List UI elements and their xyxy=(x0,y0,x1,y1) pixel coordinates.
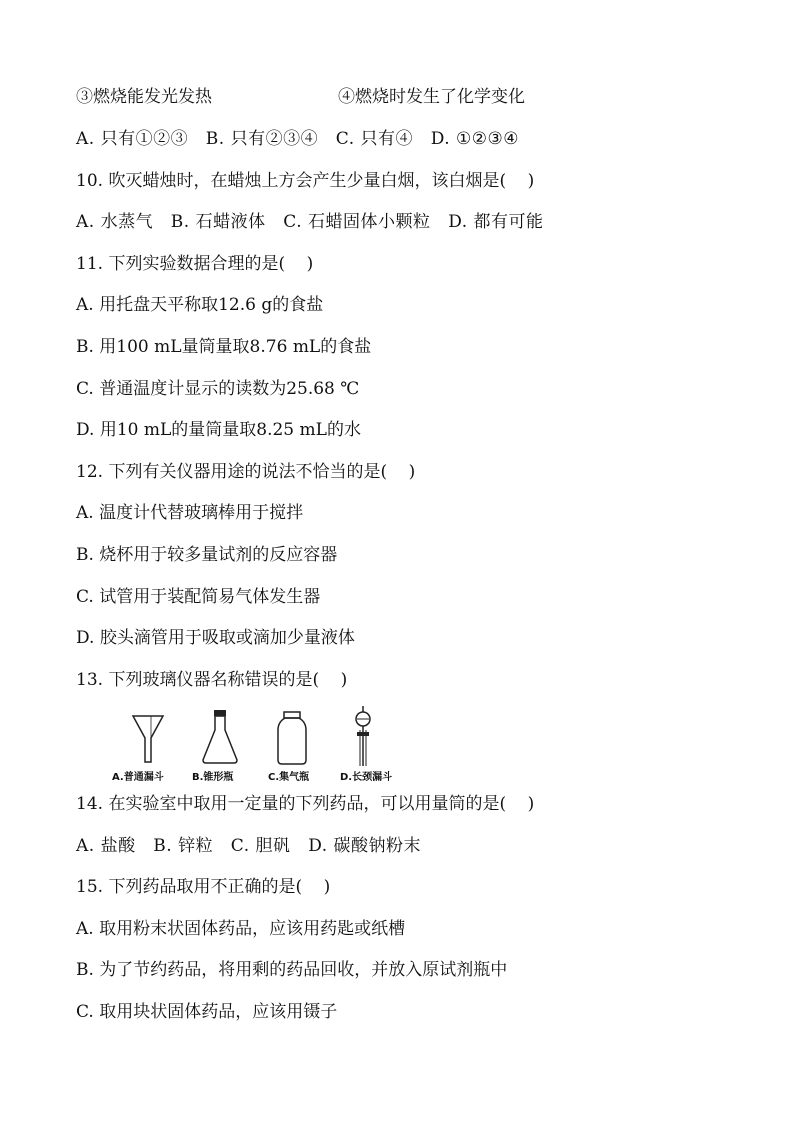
conical-flask-icon xyxy=(200,708,240,766)
q9-options: A. 只有①②③ B. 只有②③④ C. 只有④ D. ①②③④ xyxy=(76,129,520,149)
gas-jar-icon xyxy=(274,710,310,766)
glassware-figure xyxy=(112,706,432,786)
figure-label-d: D.长颈漏斗 xyxy=(340,772,393,783)
q12-option-b: B. 烧杯用于较多量试剂的反应容器 xyxy=(76,545,338,565)
q12-option-c: C. 试管用于装配简易气体发生器 xyxy=(76,587,321,607)
figure-label-a: A.普通漏斗 xyxy=(112,772,164,783)
statement-3: ③燃烧能发光发热 xyxy=(76,87,212,107)
q14-stem: 14. 在实验室中取用一定量的下列药品，可以用量筒的是( ) xyxy=(76,794,535,814)
figure-label-c: C.集气瓶 xyxy=(268,772,310,783)
q15-stem: 15. 下列药品取用不正确的是( ) xyxy=(76,877,331,897)
q11-option-b: B. 用100 mL量筒量取8.76 mL的食盐 xyxy=(76,337,372,357)
q11-option-a: A. 用托盘天平称取12.6 g的食盐 xyxy=(76,295,324,315)
q13-stem: 13. 下列玻璃仪器名称错误的是( ) xyxy=(76,670,348,690)
q12-stem: 12. 下列有关仪器用途的说法不恰当的是( ) xyxy=(76,462,416,482)
q10-options: A. 水蒸气 B. 石蜡液体 C. 石蜡固体小颗粒 D. 都有可能 xyxy=(76,212,544,232)
q12-option-a: A. 温度计代替玻璃棒用于搅拌 xyxy=(76,503,304,523)
figure-label-b: B.锥形瓶 xyxy=(192,772,234,783)
q10-stem: 10. 吹灭蜡烛时，在蜡烛上方会产生少量白烟，该白烟是( ) xyxy=(76,171,535,191)
q11-stem: 11. 下列实验数据合理的是( ) xyxy=(76,254,314,274)
q14-options: A. 盐酸 B. 锌粒 C. 胆矾 D. 碳酸钠粉末 xyxy=(76,836,422,856)
q12-option-d: D. 胶头滴管用于吸取或滴加少量液体 xyxy=(76,628,355,648)
q15-option-b: B. 为了节约药品，将用剩的药品回收，并放入原试剂瓶中 xyxy=(76,960,508,980)
q11-option-d: D. 用10 mL的量筒量取8.25 mL的水 xyxy=(76,420,361,440)
q15-option-c: C. 取用块状固体药品，应该用镊子 xyxy=(76,1002,338,1022)
statement-4: ④燃烧时发生了化学变化 xyxy=(338,87,525,107)
funnel-icon xyxy=(130,710,166,766)
long-neck-funnel-icon xyxy=(348,706,378,768)
q11-option-c: C. 普通温度计显示的读数为25.68 ℃ xyxy=(76,379,360,399)
q15-option-a: A. 取用粉末状固体药品，应该用药匙或纸槽 xyxy=(76,919,406,939)
